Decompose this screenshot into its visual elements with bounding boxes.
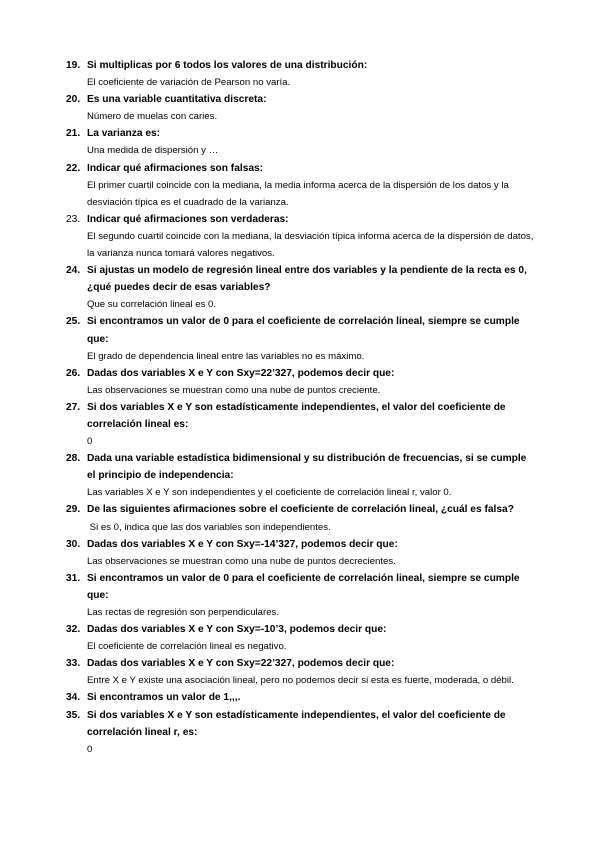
answer-text: El grado de dependencia lineal entre las variables no es máximo. [87, 350, 365, 362]
question-item [66, 501, 536, 535]
answer-text: Entre X e Y existe una asociación lineal, pero no podemos decir si esta es fuerte, moderada, o débil. [87, 675, 514, 687]
question-list [66, 57, 536, 758]
question-number: 28. [66, 453, 81, 465]
question-text: Dadas dos variables X e Y con Sxy=22’327, podemos decir que: [87, 367, 395, 379]
question-item [66, 262, 536, 313]
question-text: Indicar qué afirmaciones son verdaderas: [87, 213, 289, 225]
question-number: 24. [66, 265, 81, 277]
question-item [66, 211, 536, 262]
question-item [66, 160, 536, 211]
question-text: Si encontramos un valor de 0 para el coeficiente de correlación lineal, siempre se cumple que: [87, 316, 520, 345]
answer-text: Las observaciones se muestran como una nube de puntos decrecientes. [87, 555, 396, 567]
question-text: Si encontramos un valor de 1,,,. [87, 692, 241, 704]
answer-text: 0 [87, 436, 93, 448]
question-item [66, 365, 536, 399]
question-item [66, 536, 536, 570]
question-item [66, 57, 536, 91]
answer-text: El coeficiente de variación de Pearson no varía. [87, 77, 291, 89]
answer-text: El primer cuartil coincide con la mediana, la media informa acerca de la dispersión de los datos y la desviación típica es el cuadrado de la varianza. [87, 179, 509, 208]
answer-text: Número de muelas con caries. [87, 111, 218, 123]
question-text: Dadas dos variables X e Y con Sxy=-10’3, podemos decir que: [87, 624, 387, 636]
question-text: De las siguientes afirmaciones sobre el coeficiente de correlación lineal, ¿cuál es falsa? [87, 504, 514, 516]
question-item [66, 450, 536, 501]
question-number: 29. [66, 504, 81, 516]
question-number: 21. [66, 128, 81, 140]
question-number: 19. [66, 60, 81, 71]
question-text: Indicar qué afirmaciones son falsas: [87, 162, 264, 174]
question-text: Si dos variables X e Y son estadísticamente independientes, el valor del coeficiente de correlación lineal r, es: [87, 709, 506, 738]
question-number: 26. [66, 367, 81, 379]
answer-text: 0 [87, 743, 93, 755]
question-number: 34. [66, 692, 81, 704]
question-text: Dada una variable estadística bidimensional y su distribución de frecuencias, si se cumple el principio de independencia: [87, 453, 527, 482]
answer-text: Una medida de dispersión y … [87, 145, 219, 157]
question-item [66, 707, 536, 758]
answer-text: Que su correlación lineal es 0. [87, 299, 217, 311]
question-item [66, 399, 536, 450]
answer-text: Las rectas de regresión son perpendiculares. [87, 607, 279, 618]
question-text: Dadas dos variables X e Y con Sxy=22’327, podemos decir que: [87, 658, 395, 670]
question-number: 27. [66, 401, 81, 413]
answer-text: El segundo cuartil coincide con la mediana, la desviación típica informa acerca de la dispersión de datos, la varianza nunca tomará valores negativos. [87, 230, 534, 260]
question-item [66, 313, 536, 364]
question-number: 22. [66, 162, 81, 174]
question-number: 32. [66, 624, 81, 636]
question-number: 30. [66, 538, 81, 550]
question-number: 33. [66, 658, 81, 670]
question-text: Si encontramos un valor de 0 para el coeficiente de correlación lineal, siempre se cumple que: [87, 572, 520, 601]
question-item [66, 125, 536, 159]
question-number: 23. [66, 213, 81, 225]
question-item [66, 655, 536, 689]
question-text: Dadas dos variables X e Y con Sxy=-14’327, podemos decir que: [87, 538, 398, 550]
question-number: 25. [66, 316, 81, 328]
question-text: Es una variable cuantitativa discreta: [87, 94, 267, 106]
answer-text: Si es 0, indica que las dos variables son independientes. [87, 521, 331, 533]
question-text: Si multiplicas por 6 todos los valores de una distribución: [87, 60, 368, 71]
question-text: Si ajustas un modelo de regresión lineal entre dos variables y la pendiente de la recta es 0, ¿qué puedes decir de esas variables? [87, 265, 527, 294]
answer-text: Las variables X e Y son independientes y el coeficiente de correlación lineal r, valor 0. [87, 487, 452, 499]
question-text: Si dos variables X e Y son estadísticamente independientes, el valor del coeficiente de correlación lineal es: [87, 401, 506, 430]
question-item [66, 91, 536, 125]
question-item [66, 689, 536, 706]
question-text: La varianza es: [87, 128, 161, 140]
question-number: 35. [66, 709, 81, 721]
question-number: 20. [66, 94, 81, 106]
answer-text: El coeficiente de correlación lineal es negativo. [87, 641, 287, 653]
answer-text: Las observaciones se muestran como una nube de puntos creciente. [87, 384, 381, 396]
question-number: 31. [66, 572, 81, 584]
question-item [66, 621, 536, 655]
question-item [66, 570, 536, 621]
